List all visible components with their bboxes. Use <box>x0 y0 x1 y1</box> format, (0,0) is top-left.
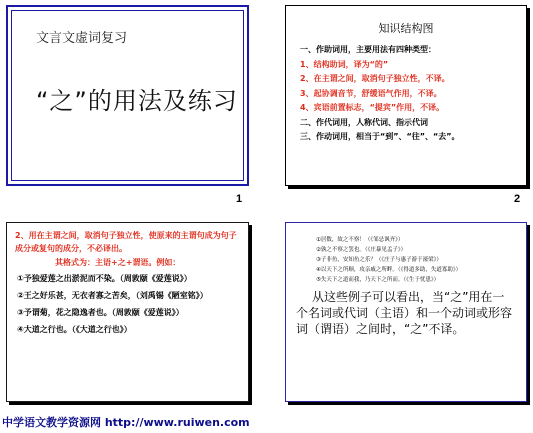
example-item: ②王之好乐甚，无衣者寡之苦矣，（刘禹锡《陋室铭》） <box>17 291 208 300</box>
slide-1-number: 1 <box>236 193 243 205</box>
slide-2 <box>285 5 527 186</box>
knowledge-list <box>286 43 526 145</box>
example-line: ⑤失天下之道而我，乃天下之所而。（《生于忧患》） <box>316 277 440 283</box>
slide-3-format-text: 其格式为：主语+之+谓语。例如： <box>55 258 181 267</box>
slide-1-inner-frame <box>11 10 244 181</box>
list-item: 二、作代词用，人称代词、指示代词 <box>300 117 428 127</box>
list-item: 一、作助词用，主要用法有四种类型： <box>300 45 436 54</box>
site-footer: 中学语文教学资源网 http://www.ruiwen.com <box>2 416 250 429</box>
slide-2-heading: 知识结构图 <box>378 22 434 35</box>
example-line: ③子非鱼，安知鱼之乐？（《庄子与惠子游于濠梁》） <box>316 257 442 263</box>
list-item: 1、结构助词，译为“的” <box>300 59 389 69</box>
slide-1-title: “之”的用法及练习 <box>36 87 238 115</box>
slide-1 <box>6 5 249 186</box>
example-line: ④以天下之所顺，攻亲戚之所畔。（《得道多助，失道寡助》） <box>316 267 462 273</box>
example-item: ③予谓菊，花之隐逸者也。（周敦颐《爱莲说》） <box>17 308 184 317</box>
slide-4 <box>285 222 527 402</box>
example-line: ②孰之不察之罢也。（《庄暴见孟子》） <box>316 247 407 253</box>
slide-3 <box>6 222 249 402</box>
example-item: ①予独爱莲之出淤泥而不染。（周敦颐《爱莲说》） <box>17 274 192 283</box>
list-item: 3、起协调音节，舒缓语气作用，不译。 <box>300 88 442 98</box>
slide-4-conclusion: 从这些例子可以看出，当“之”用在一个名词或代词（主语）和一个动词或形容词（谓语）之间时，“之”不译。 <box>296 290 513 336</box>
slide-2-number: 2 <box>514 193 521 205</box>
slide-3-rule-text: 2、用在主谓之间，取消句子独立性，使原来的主谓句成为句子成分或复句的成分，不必译出。 <box>15 231 237 253</box>
list-item: 三、作动词用，相当于“到”、“往”、“去”。 <box>300 132 460 141</box>
example-item: ④大道之行也。（《大道之行也》） <box>17 325 132 334</box>
list-item: 2、在主谓之间，取消句子独立性，不译。 <box>300 74 450 83</box>
list-item: 4、宾语前置标志，“提宾”作用，不译。 <box>300 103 445 112</box>
slide-1-subtitle: 文言文虚词复习 <box>36 31 128 46</box>
example-line: ①居数，故之不察！（《邹忌讽齐》） <box>316 237 404 243</box>
